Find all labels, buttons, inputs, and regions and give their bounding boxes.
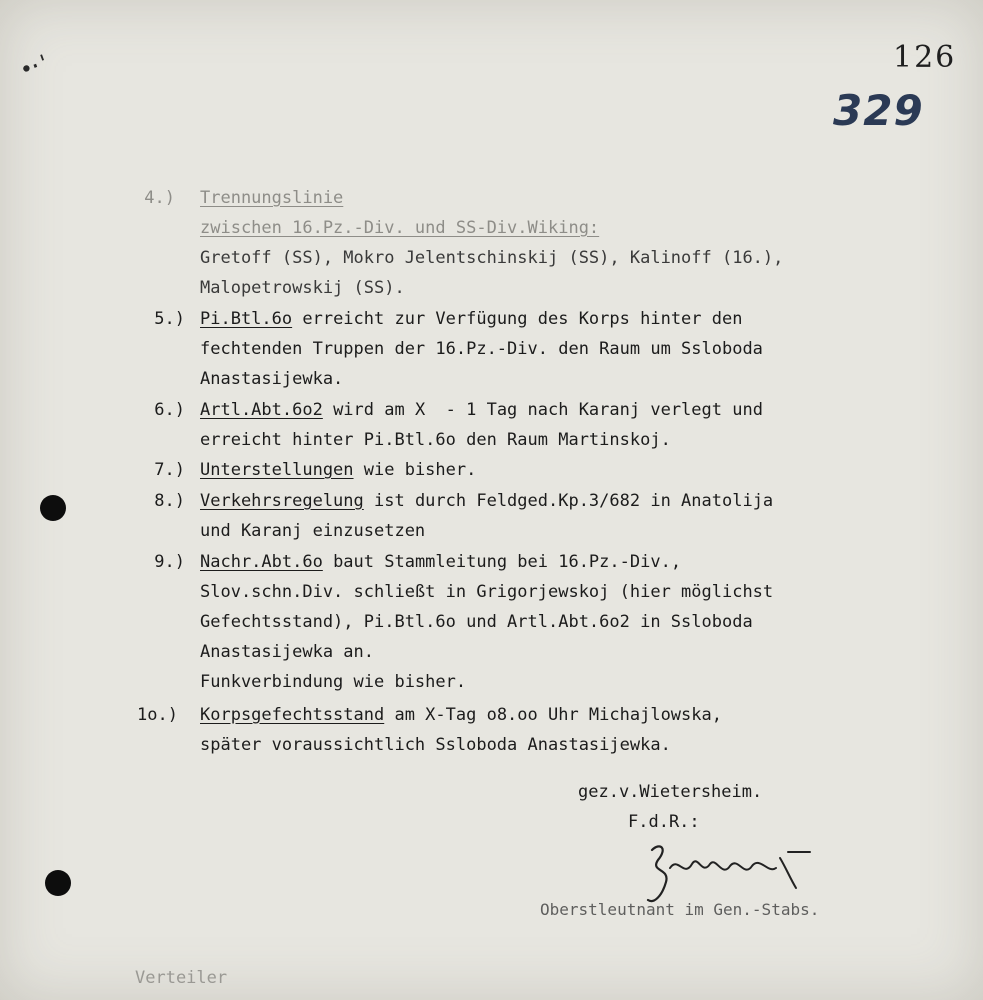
handwritten-signature xyxy=(640,838,820,908)
distribution-label: Verteiler xyxy=(135,968,228,988)
item-line: Slov.schn.Div. schließt in Grigorjewskoj (hier möglichst xyxy=(200,582,774,602)
item-line: und Karanj einzusetzen xyxy=(200,521,426,541)
item-line: Funkverbindung wie bisher. xyxy=(200,672,467,692)
item-line: Malopetrowskij (SS). xyxy=(200,278,405,298)
signed-by: gez.v.Wietersheim. xyxy=(578,782,763,802)
item-number: 7.) xyxy=(154,460,185,480)
item-line: Pi.Btl.6o erreicht zur Verfügung des Korps hinter den xyxy=(200,309,743,329)
item-keyword: Korpsgefechtsstand xyxy=(200,705,385,725)
item-number: 8.) xyxy=(154,491,185,511)
item-number: 1o.) xyxy=(137,705,178,725)
page-number-stamped: 329 xyxy=(833,86,924,135)
item-keyword: Trennungslinie xyxy=(200,188,344,208)
item-line: Anastasijewka. xyxy=(200,369,344,389)
officer-rank: Oberstleutnant im Gen.-Stabs. xyxy=(540,900,820,919)
item-line: fechtenden Truppen der 16.Pz.-Div. den Raum um Ssloboda xyxy=(200,339,763,359)
item-line: zwischen 16.Pz.-Div. und SS-Div.Wiking: xyxy=(200,218,600,238)
item-line: später voraussichtlich Ssloboda Anastasijewka. xyxy=(200,735,671,755)
item-number: 6.) xyxy=(154,400,185,420)
item-line: Artl.Abt.6o2 wird am X - 1 Tag nach Karanj verlegt und xyxy=(200,400,763,420)
punch-hole xyxy=(45,870,71,896)
item-line: Nachr.Abt.6o baut Stammleitung bei 16.Pz.-Div., xyxy=(200,552,682,572)
item-number: 4.) xyxy=(144,188,175,208)
item-line xyxy=(200,183,343,213)
item-number: 9.) xyxy=(154,552,185,572)
corner-mark: •·' xyxy=(16,51,52,84)
item-keyword: Verkehrsregelung xyxy=(200,491,364,511)
item-keyword: Artl.Abt.6o2 xyxy=(200,400,323,420)
item-line: Unterstellungen wie bisher. xyxy=(200,460,477,480)
item-line: Gretoff (SS), Mokro Jelentschinskij (SS), Kalinoff (16.), xyxy=(200,248,784,268)
item-line: erreicht hinter Pi.Btl.6o den Raum Martinskoj. xyxy=(200,430,671,450)
fdr-label: F.d.R.: xyxy=(628,812,700,832)
page-number-typed: 126 xyxy=(893,40,957,75)
item-keyword: Nachr.Abt.6o xyxy=(200,552,323,572)
item-line: Verkehrsregelung ist durch Feldged.Kp.3/682 in Anatolija xyxy=(200,491,774,511)
item-keyword: Pi.Btl.6o xyxy=(200,309,293,329)
item-keyword: Unterstellungen xyxy=(200,460,354,480)
item-line: Anastasijewka an. xyxy=(200,642,374,662)
punch-hole xyxy=(40,495,66,521)
item-number: 5.) xyxy=(154,309,185,329)
item-line: Korpsgefechtsstand am X-Tag o8.oo Uhr Michajlowska, xyxy=(200,705,722,725)
item-line: Gefechtsstand), Pi.Btl.6o und Artl.Abt.6o2 in Ssloboda xyxy=(200,612,753,632)
